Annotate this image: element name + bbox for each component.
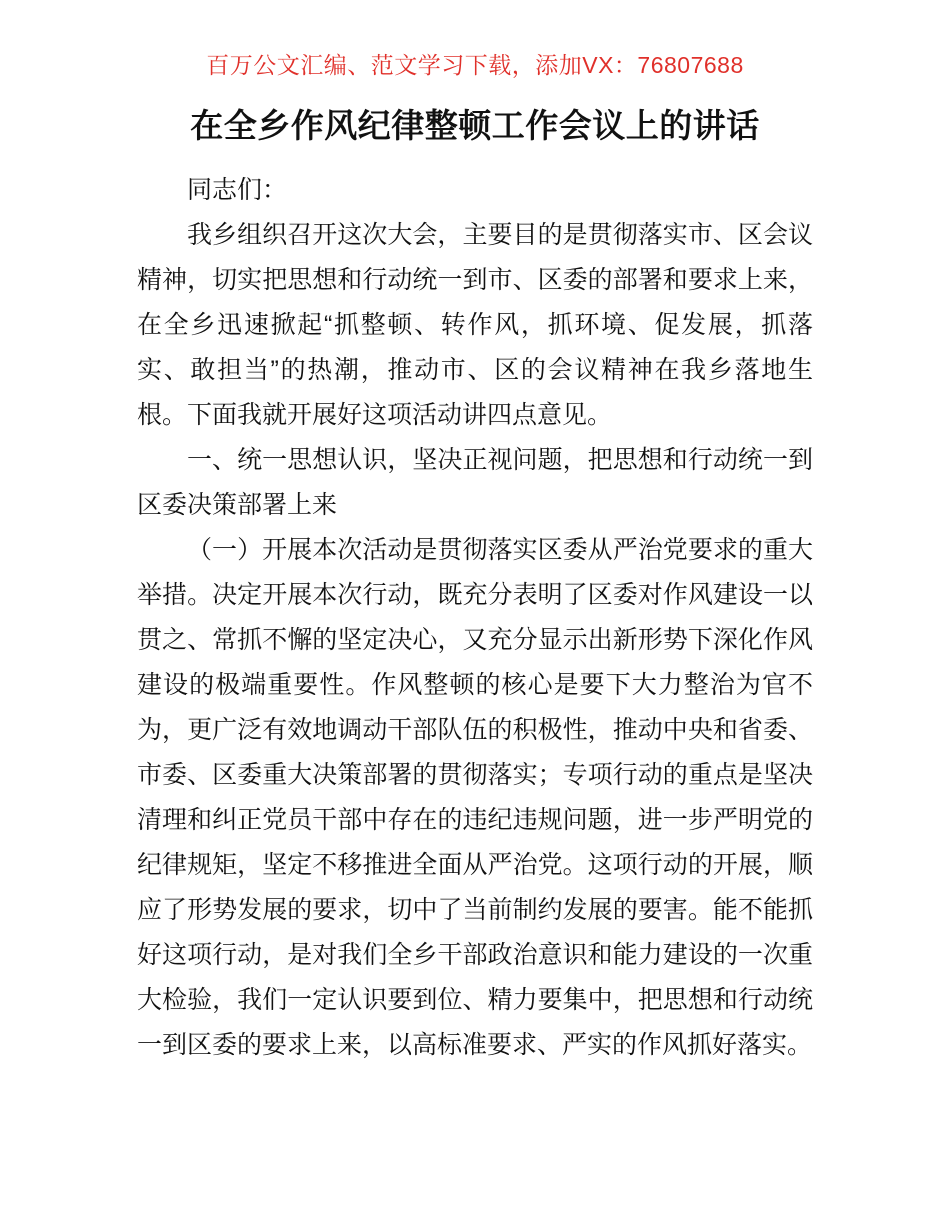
document-body [137, 168, 813, 1068]
section-1-1-paragraph: （一）开展本次活动是贯彻落实区委从严治党要求的重大举措。决定开展本次行动，既充分表明了区委对作风建设一以贯之、常抓不懈的坚定决心，又充分显示出新形势下深化作风建设的极端重要性。作风整顿的核心是要下大力整治为官不为，更广泛有效地调动干部队伍的积极性，推动中央和省委、市委、区委重大决策部署的贯彻落实；专项行动的重点是坚决清理和纠正党员干部中存在的违纪违规问题，进一步严明党的纪律规矩，坚定不移推进全面从严治党。这项行动的开展，顺应了形势发展的要求，切中了当前制约发展的要害。能不能抓好这项行动，是对我们全乡干部政治意识和能力建设的一次重大检验，我们一定认识要到位、精力要集中，把思想和行动统一到区委的要求上来，以高标准要求、严实的作风抓好落实。 [137, 536, 813, 1059]
promo-watermark-text: 百万公文汇编、范文学习下载，添加VX：76807688 [206, 52, 744, 78]
section-1-heading: 一、统一思想认识，坚决正视问题，把思想和行动统一到区委决策部署上来 [137, 446, 813, 519]
document-title: 在全乡作风纪律整顿工作会议上的讲话 [190, 107, 760, 144]
salutation-paragraph: 同志们： [187, 176, 288, 204]
intro-paragraph: 我乡组织召开这次大会，主要目的是贯彻落实市、区会议精神，切实把思想和行动统一到市、区委的部署和要求上来，在全乡迅速掀起“抓整顿、转作风，抓环境、促发展，抓落实、敢担当”的热潮，推动市、区的会议精神在我乡落地生根。下面我就开展好这项活动讲四点意见。 [137, 221, 813, 429]
